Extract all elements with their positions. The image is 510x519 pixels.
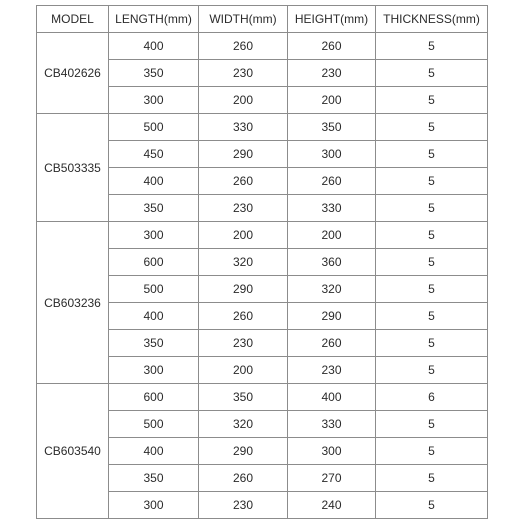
thickness-cell: 5	[376, 276, 488, 303]
height-cell: 300	[288, 141, 376, 168]
thickness-cell: 5	[376, 249, 488, 276]
model-cell: CB503335	[37, 114, 109, 222]
width-cell: 260	[199, 33, 288, 60]
length-cell: 400	[109, 168, 199, 195]
width-cell: 290	[199, 276, 288, 303]
table-row	[37, 33, 488, 60]
header-model: MODEL	[37, 6, 109, 33]
thickness-cell: 5	[376, 168, 488, 195]
thickness-cell: 5	[376, 33, 488, 60]
height-cell: 330	[288, 411, 376, 438]
header-thickness: THICKNESS(mm)	[376, 6, 488, 33]
length-cell: 350	[109, 330, 199, 357]
height-cell: 300	[288, 438, 376, 465]
thickness-cell: 5	[376, 114, 488, 141]
height-cell: 350	[288, 114, 376, 141]
length-cell: 500	[109, 276, 199, 303]
height-cell: 290	[288, 303, 376, 330]
length-cell: 300	[109, 222, 199, 249]
height-cell: 230	[288, 60, 376, 87]
length-cell: 300	[109, 357, 199, 384]
table-row	[37, 384, 488, 411]
width-cell: 320	[199, 249, 288, 276]
width-cell: 290	[199, 438, 288, 465]
spec-table	[36, 5, 488, 519]
header-length: LENGTH(mm)	[109, 6, 199, 33]
width-cell: 330	[199, 114, 288, 141]
length-cell: 600	[109, 249, 199, 276]
height-cell: 200	[288, 87, 376, 114]
height-cell: 360	[288, 249, 376, 276]
width-cell: 260	[199, 465, 288, 492]
length-cell: 400	[109, 438, 199, 465]
height-cell: 200	[288, 222, 376, 249]
thickness-cell: 5	[376, 60, 488, 87]
length-cell: 300	[109, 87, 199, 114]
width-cell: 290	[199, 141, 288, 168]
length-cell: 350	[109, 465, 199, 492]
table-row	[37, 114, 488, 141]
thickness-cell: 6	[376, 384, 488, 411]
header-row	[37, 6, 488, 33]
thickness-cell: 5	[376, 141, 488, 168]
width-cell: 230	[199, 195, 288, 222]
header-width: WIDTH(mm)	[199, 6, 288, 33]
thickness-cell: 5	[376, 303, 488, 330]
width-cell: 200	[199, 357, 288, 384]
thickness-cell: 5	[376, 492, 488, 519]
length-cell: 450	[109, 141, 199, 168]
height-cell: 320	[288, 276, 376, 303]
table-header	[37, 6, 488, 33]
thickness-cell: 5	[376, 438, 488, 465]
height-cell: 330	[288, 195, 376, 222]
width-cell: 200	[199, 87, 288, 114]
length-cell: 400	[109, 303, 199, 330]
width-cell: 260	[199, 303, 288, 330]
length-cell: 400	[109, 33, 199, 60]
header-height: HEIGHT(mm)	[288, 6, 376, 33]
width-cell: 230	[199, 60, 288, 87]
length-cell: 500	[109, 411, 199, 438]
thickness-cell: 5	[376, 87, 488, 114]
height-cell: 260	[288, 168, 376, 195]
thickness-cell: 5	[376, 222, 488, 249]
length-cell: 600	[109, 384, 199, 411]
thickness-cell: 5	[376, 411, 488, 438]
length-cell: 500	[109, 114, 199, 141]
table-body	[37, 33, 488, 519]
model-cell: CB603236	[37, 222, 109, 384]
height-cell: 230	[288, 357, 376, 384]
thickness-cell: 5	[376, 330, 488, 357]
height-cell: 240	[288, 492, 376, 519]
height-cell: 400	[288, 384, 376, 411]
width-cell: 230	[199, 492, 288, 519]
width-cell: 200	[199, 222, 288, 249]
model-cell: CB402626	[37, 33, 109, 114]
thickness-cell: 5	[376, 195, 488, 222]
height-cell: 270	[288, 465, 376, 492]
height-cell: 260	[288, 330, 376, 357]
table-row	[37, 222, 488, 249]
thickness-cell: 5	[376, 357, 488, 384]
length-cell: 350	[109, 60, 199, 87]
width-cell: 230	[199, 330, 288, 357]
width-cell: 350	[199, 384, 288, 411]
thickness-cell: 5	[376, 465, 488, 492]
width-cell: 320	[199, 411, 288, 438]
length-cell: 300	[109, 492, 199, 519]
height-cell: 260	[288, 33, 376, 60]
model-cell: CB603540	[37, 384, 109, 519]
width-cell: 260	[199, 168, 288, 195]
length-cell: 350	[109, 195, 199, 222]
